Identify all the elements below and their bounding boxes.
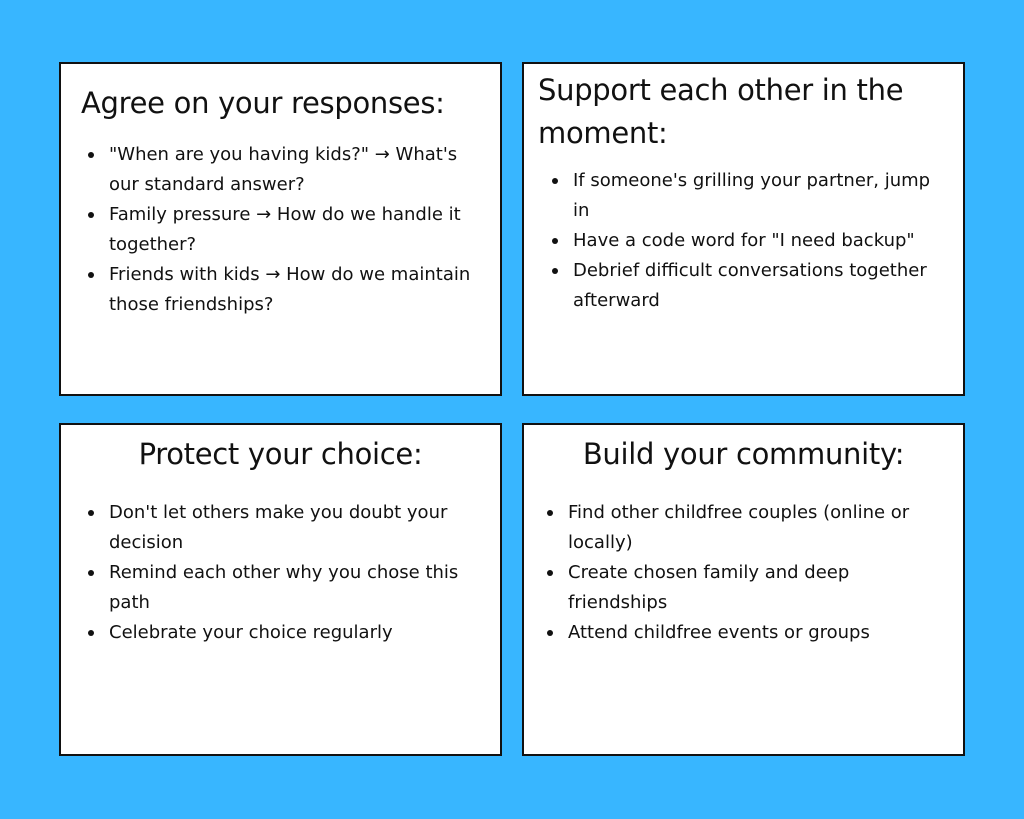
- list-item: If someone's grilling your partner, jump in: [573, 166, 947, 226]
- responses-card: [59, 62, 502, 396]
- support-card: [522, 62, 965, 396]
- protect-card: [59, 423, 502, 756]
- bullet-list: [61, 498, 500, 648]
- card-title: Protect your choice:: [138, 437, 423, 471]
- card-title: Agree on your responses:: [81, 86, 445, 120]
- list-item: Debrief difficult conversations together afterward: [573, 256, 947, 316]
- community-card: [522, 423, 965, 756]
- list-item: Remind each other why you chose this path: [109, 558, 484, 618]
- card-title: Build your community:: [582, 437, 905, 471]
- card-title: Support each other in the moment:: [538, 73, 904, 150]
- bullet-list: [61, 140, 500, 320]
- list-item: Find other childfree couples (online or locally): [568, 498, 947, 558]
- list-item: Create chosen family and deep friendships: [568, 558, 947, 618]
- list-item: Celebrate your choice regularly: [109, 618, 484, 648]
- bullet-list: [524, 166, 963, 316]
- list-item: Don't let others make you doubt your decision: [109, 498, 484, 558]
- list-item: Have a code word for "I need backup": [573, 226, 947, 256]
- list-item: "When are you having kids?" → What's our standard answer?: [109, 140, 484, 200]
- list-item: Family pressure → How do we handle it together?: [109, 200, 484, 260]
- list-item: Attend childfree events or groups: [568, 618, 947, 648]
- bullet-list: [524, 498, 963, 648]
- list-item: Friends with kids → How do we maintain those friendships?: [109, 260, 484, 320]
